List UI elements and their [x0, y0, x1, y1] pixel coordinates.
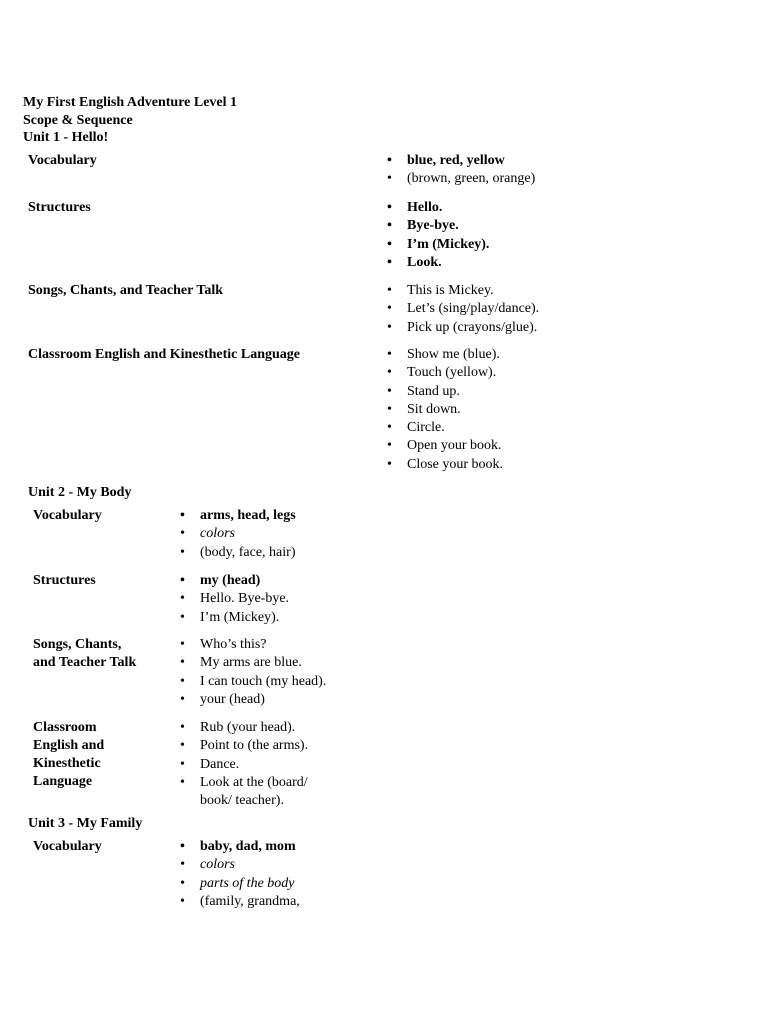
list-item: • Let’s (sing/play/dance). [385, 300, 539, 318]
label-line: and Teacher Talk [33, 655, 137, 670]
label-line: Songs, Chants, [33, 637, 122, 652]
unit2-vocabulary-list [178, 507, 296, 562]
unit1-classroom-list [385, 346, 503, 474]
list-item: • my (head) [178, 572, 289, 590]
document-title: My First English Adventure Level 1 [23, 95, 238, 110]
document-header [23, 94, 237, 147]
label-line: Kinesthetic [33, 756, 101, 771]
list-item: • parts of the body [178, 875, 300, 893]
unit1-songs-label: Songs, Chants, and Teacher Talk [28, 283, 224, 298]
unit1-structures-label: Structures [28, 200, 91, 215]
list-item: • Sit down. [385, 401, 503, 419]
list-item: • Stand up. [385, 383, 503, 401]
list-item: • Rub (your head). [178, 719, 308, 737]
list-item-continuation: book/ teacher). [200, 793, 284, 809]
list-item: • Touch (yellow). [385, 364, 503, 382]
label-line: Classroom [33, 720, 97, 735]
unit2-vocabulary-label: Vocabulary [33, 508, 102, 523]
list-item: • Pick up (crayons/glue). [385, 319, 539, 337]
list-item: • Look at the (board/ [178, 774, 308, 792]
list-item: • colors [178, 525, 296, 543]
list-item: • Circle. [385, 419, 503, 437]
unit1-classroom-label: Classroom English and Kinesthetic Language [28, 347, 301, 362]
list-item: • Show me (blue). [385, 346, 503, 364]
list-item: • Open your book. [385, 437, 503, 455]
list-item: • I can touch (my head). [178, 673, 326, 691]
unit2-songs-label [33, 636, 136, 672]
list-item: • Bye-bye. [385, 217, 489, 235]
document-subtitle: Scope & Sequence [23, 112, 133, 128]
list-item: • (family, grandma, [178, 893, 300, 911]
list-item: • This is Mickey. [385, 282, 539, 300]
list-item: • Point to (the arms). [178, 737, 308, 755]
list-item: • Hello. [385, 199, 489, 217]
label-line: Language [33, 774, 93, 789]
unit1-vocabulary-label: Vocabulary [28, 153, 97, 168]
unit1-vocabulary-list [385, 152, 535, 189]
unit2-classroom-list [178, 719, 308, 810]
unit3-title: Unit 3 - My Family [28, 816, 143, 831]
list-item: • My arms are blue. [178, 654, 326, 672]
list-item: • Dance. [178, 756, 308, 774]
unit3-vocabulary-list [178, 838, 300, 911]
unit2-classroom-label [33, 719, 104, 791]
unit1-title: Unit 1 - Hello! [23, 130, 109, 145]
unit1-structures-list [385, 199, 489, 272]
list-item: • Who’s this? [178, 636, 326, 654]
unit2-structures-label: Structures [33, 573, 96, 588]
list-item: • baby, dad, mom [178, 838, 300, 856]
list-item: • (brown, green, orange) [385, 170, 535, 188]
unit2-title: Unit 2 - My Body [28, 485, 132, 500]
unit3-vocabulary-label: Vocabulary [33, 839, 102, 854]
list-item: • colors [178, 856, 300, 874]
list-item: • Look. [385, 254, 489, 272]
list-item: • your (head) [178, 691, 326, 709]
list-item: • Close your book. [385, 456, 503, 474]
unit2-songs-list [178, 636, 326, 709]
list-item: • (body, face, hair) [178, 544, 296, 562]
list-item: • blue, red, yellow [385, 152, 535, 170]
unit1-songs-list [385, 282, 539, 337]
list-item: • Hello. Bye-bye. [178, 590, 289, 608]
list-item: • I’m (Mickey). [385, 236, 489, 254]
unit2-structures-list [178, 572, 289, 627]
list-item: • arms, head, legs [178, 507, 296, 525]
label-line: English and [33, 738, 105, 753]
list-item: • I’m (Mickey). [178, 609, 289, 627]
